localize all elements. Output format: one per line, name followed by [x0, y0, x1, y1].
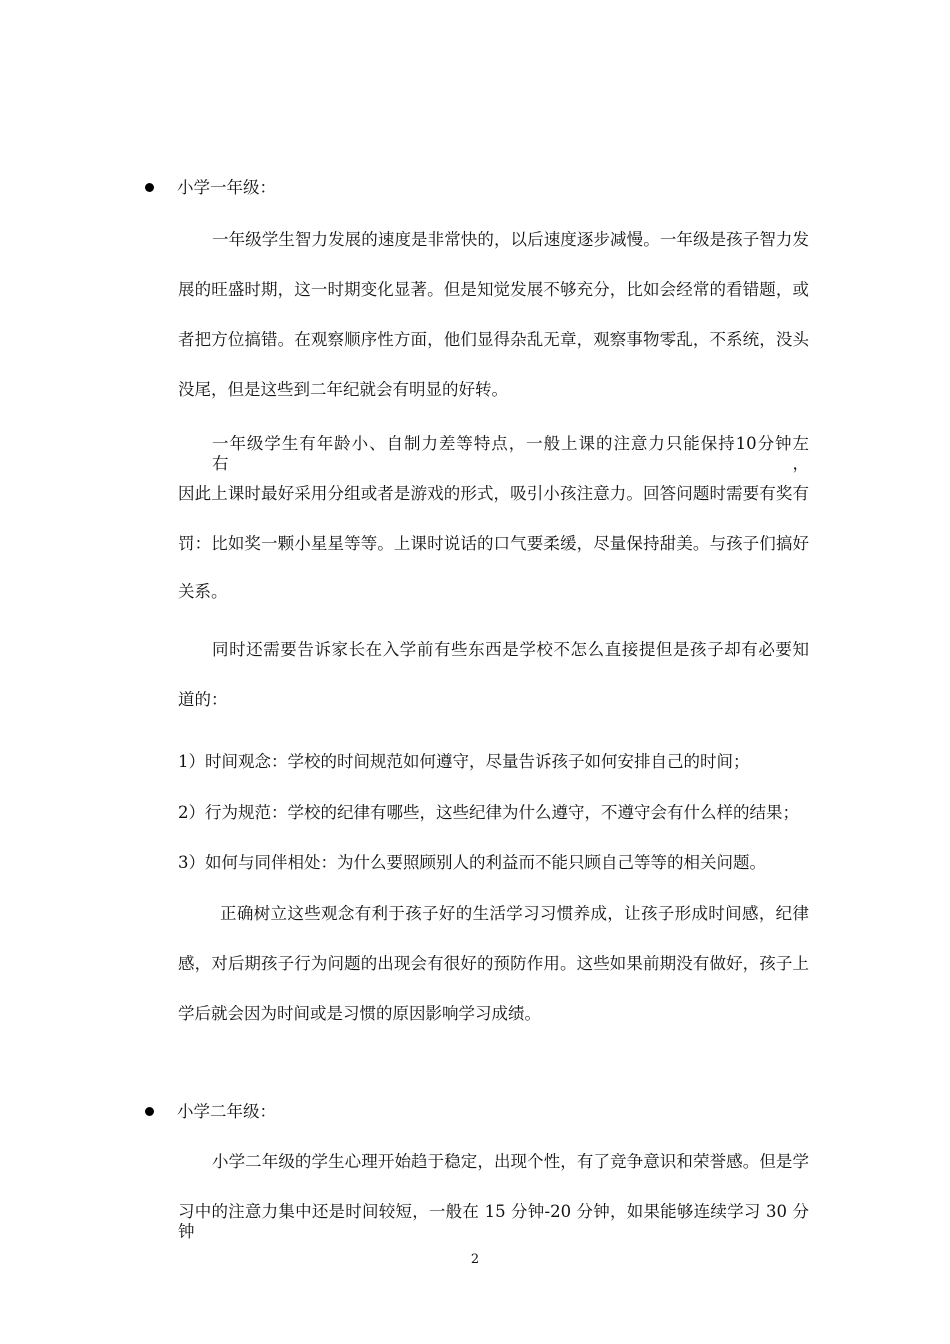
section-heading-grade1: 小学一年级：: [177, 178, 276, 197]
paragraph-line: 一年级学生智力发展的速度是非常快的，以后速度逐步减慢。一年级是孩子智力发: [212, 230, 809, 249]
paragraph-line: 同时还需要告诉家长在入学前有些东西是学校不怎么直接提但是孩子却有必要知: [212, 640, 809, 659]
page-number: 2: [470, 1252, 480, 1267]
list-item: 2）行为规范：学校的纪律有哪些，这些纪律为什么遵守，不遵守会有什么样的结果；: [178, 803, 799, 822]
section-heading-grade2: 小学二年级：: [177, 1102, 276, 1121]
paragraph-line: 关系。: [178, 582, 228, 601]
list-item: 1）时间观念：学校的时间规范如何遵守，尽量告诉孩子如何安排自己的时间；: [178, 752, 750, 771]
paragraph-line: 罚：比如奖一颗小星星等等。上课时说话的口气要柔缓，尽量保持甜美。与孩子们搞好: [178, 534, 809, 553]
paragraph-line: 感，对后期孩子行为问题的出现会有很好的预防作用。这些如果前期没有做好，孩子上: [178, 954, 809, 973]
paragraph-line: 一年级学生有年龄小、自制力差等特点，一般上课的注意力只能保持10分钟左右，: [212, 434, 809, 473]
paragraph-line: 因此上课时最好采用分组或者是游戏的形式，吸引小孩注意力。回答问题时需要有奖有: [178, 484, 809, 503]
bullet-icon: [145, 183, 154, 192]
paragraph-line: 者把方位搞错。在观察顺序性方面，他们显得杂乱无章，观察事物零乱，不系统，没头: [178, 330, 809, 349]
paragraph-line: 习中的注意力集中还是时间较短，一般在 15 分钟-20 分钟，如果能够连续学习 30 分钟: [178, 1202, 809, 1241]
paragraph-line: 没尾，但是这些到二年纪就会有明显的好转。: [178, 380, 508, 399]
paragraph-line: 小学二年级的学生心理开始趋于稳定，出现个性，有了竞争意识和荣誉感。但是学: [212, 1152, 809, 1171]
bullet-icon: [145, 1107, 154, 1116]
paragraph-line: 道的：: [178, 690, 228, 709]
paragraph-line: 正确树立这些观念有利于孩子好的生活学习习惯养成，让孩子形成时间感，纪律: [220, 904, 809, 923]
paragraph-line: 学后就会因为时间或是习惯的原因影响学习成绩。: [178, 1004, 541, 1023]
list-item: 3）如何与同伴相处：为什么要照顾别人的利益而不能只顾自己等等的相关问题。: [178, 853, 766, 872]
paragraph-line: 展的旺盛时期，这一时期变化显著。但是知觉发展不够充分，比如会经常的看错题，或: [178, 280, 809, 299]
